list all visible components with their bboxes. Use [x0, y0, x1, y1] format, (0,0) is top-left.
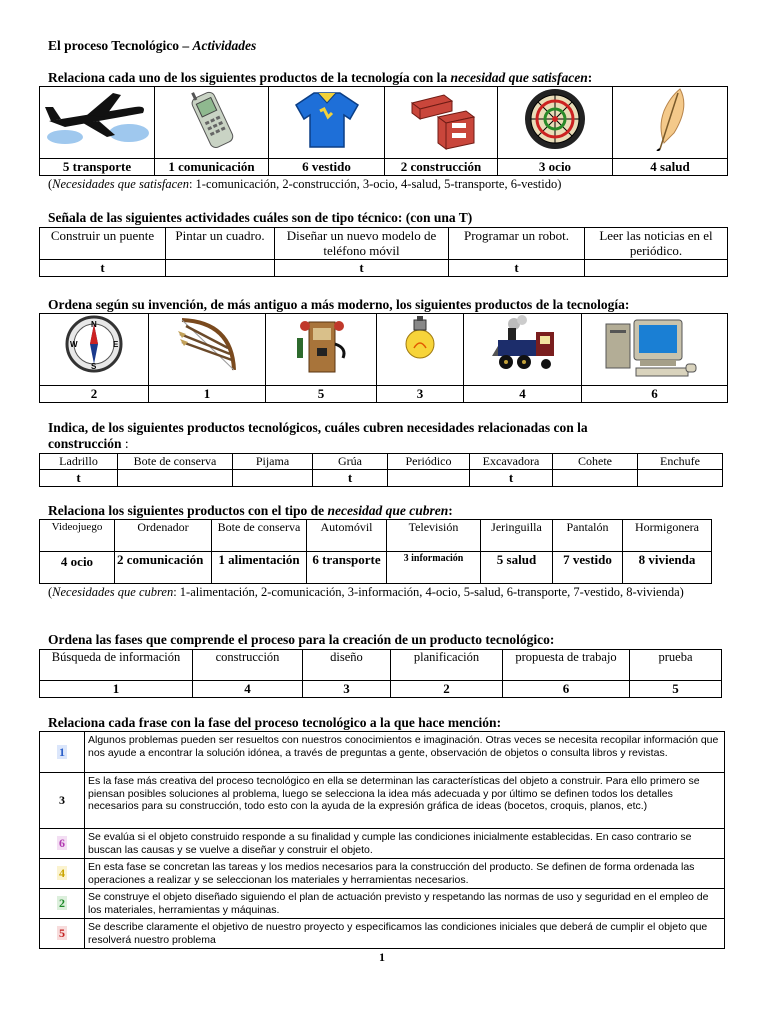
phase-label: diseño	[303, 650, 391, 681]
answer-cell: 1 alimentación	[212, 552, 307, 584]
product-label: Bote de conserva	[212, 520, 307, 552]
answer-cell: 2	[40, 386, 149, 403]
phase-sentence: Se construye el objeto diseñado siguiendo el plan de actuación previsto y respetando las normas de uso y seguridad en el empleo de los materiales, herramientas y máquinas.	[85, 889, 725, 919]
bricks-icon	[404, 87, 478, 151]
answer-cell: 3 ocio	[498, 159, 613, 176]
product-label: Videojuego	[40, 520, 115, 552]
phase-label: Búsqueda de información	[40, 650, 193, 681]
section7-table	[39, 731, 725, 949]
computer-icon	[600, 314, 710, 378]
section1-table	[39, 86, 728, 176]
answer-cell: 2 comunicación	[115, 552, 212, 584]
activity-label: Construir un puente	[40, 228, 166, 260]
section2-heading: Señala de las siguientes actividades cuáles son de tipo técnico: (con una T)	[48, 210, 473, 225]
section3-heading: Ordena según su invención, de más antiguo a más moderno, los siguientes productos de la tecnología:	[48, 297, 630, 312]
answer-cell	[585, 260, 728, 277]
product-label: Ordenador	[115, 520, 212, 552]
product-label: Hormigonera	[623, 520, 712, 552]
answer-cell: 4	[193, 681, 303, 698]
mobile-phone-cell	[155, 87, 269, 159]
answer-cell: 2	[391, 681, 503, 698]
section2-table	[39, 227, 728, 277]
phase-number: 6	[40, 829, 85, 859]
product-label: Ladrillo	[40, 454, 118, 470]
product-label: Bote de conserva	[118, 454, 233, 470]
product-label: Televisión	[387, 520, 481, 552]
answer-cell: t	[40, 470, 118, 487]
answer-cell	[638, 470, 723, 487]
phase-label: propuesta de trabajo	[503, 650, 630, 681]
answer-cell	[233, 470, 313, 487]
section5-table	[39, 519, 712, 584]
old-telephone-icon	[289, 314, 353, 376]
answer-cell: 4	[464, 386, 582, 403]
answer-cell: 6	[582, 386, 728, 403]
answer-cell: 2 construcción	[385, 159, 498, 176]
svg-text:N: N	[91, 320, 97, 329]
phase-number: 4	[40, 859, 85, 889]
section1-heading: Relaciona cada uno de los siguientes productos de la tecnología con la necesidad que satisfacen:	[48, 70, 593, 85]
svg-text:S: S	[91, 362, 97, 371]
phase-sentence: Se describe claramente el objetivo de nuestro proyecto y especificamos las condiciones iniciales que deberá de cumplir el objeto que resolverá nuestro problema	[85, 919, 725, 949]
answer-cell: 3	[377, 386, 464, 403]
bricks-cell	[385, 87, 498, 159]
section4-heading: Indica, de los siguientes productos tecnológicos, cuáles cubren necesidades relacionadas con la construcción :	[48, 420, 588, 451]
activity-label: Leer las noticias en el periódico.	[585, 228, 728, 260]
product-label: Grúa	[313, 454, 388, 470]
section6-heading: Ordena las fases que comprende el proceso para la creación de un producto tecnológico:	[48, 632, 555, 647]
dartboard-icon	[523, 87, 587, 151]
phase-label: construcción	[193, 650, 303, 681]
section7-heading: Relaciona cada frase con la fase del proceso tecnológico a la que hace mención:	[48, 715, 502, 730]
activity-label: Diseñar un nuevo modelo de teléfono móvil	[275, 228, 449, 260]
shirt-icon	[292, 87, 362, 151]
product-label: Excavadora	[470, 454, 553, 470]
phase-sentence: Algunos problemas pueden ser resueltos con nuestros conocimientos e imaginación. Otras veces se necesita recopilar información que nos ayude a encontrar la solución idónea, a través de preguntas a gente, observación de objetos o consulta libros y revistas.	[85, 732, 725, 773]
compass-icon	[64, 314, 124, 374]
steam-locomotive-icon	[484, 314, 562, 376]
section5-heading: Relaciona los siguientes productos con el tipo de necesidad que cubren:	[48, 503, 453, 518]
feather-icon	[650, 87, 690, 151]
answer-cell	[118, 470, 233, 487]
svg-text:W: W	[70, 340, 78, 349]
activity-label: Pintar un cuadro.	[166, 228, 275, 260]
product-label: Jeringuilla	[481, 520, 553, 552]
shirt-cell	[269, 87, 385, 159]
page-number: 1	[379, 950, 385, 964]
answer-cell: 4 salud	[613, 159, 728, 176]
section1-note: (Necesidades que satisfacen: 1-comunicación, 2-construcción, 3-ocio, 4-salud, 5-transporte, 6-vestido)	[48, 177, 562, 191]
activity-label: Programar un robot.	[449, 228, 585, 260]
answer-cell: 5	[266, 386, 377, 403]
answer-cell: 5	[630, 681, 722, 698]
answer-cell: 8 vivienda	[623, 552, 712, 584]
phase-label: planificación	[391, 650, 503, 681]
answer-cell: t	[449, 260, 585, 277]
phase-number: 1	[40, 732, 85, 773]
airplane-icon	[43, 87, 151, 147]
answer-cell: 6	[503, 681, 630, 698]
answer-cell: 7 vestido	[553, 552, 623, 584]
light-bulb-icon	[400, 314, 440, 376]
feather-cell	[613, 87, 728, 159]
phase-sentence: Es la fase más creativa del proceso tecnológico en ella se determinan las características del objeto a construir. Para ello primero se piensan posibles soluciones al problema, luego se selecciona la idea más adecuada y por último se definen todos los detalles necesarios para su construcción, todo esto con la ayuda de la expresión gráfica de ideas (bocetos, croquis, planos, etc.)	[85, 773, 725, 829]
section3-table	[39, 313, 728, 403]
answer-cell: 1	[149, 386, 266, 403]
phase-number: 5	[40, 919, 85, 949]
answer-cell: 1	[40, 681, 193, 698]
product-label: Pantalón	[553, 520, 623, 552]
phase-number: 3	[40, 773, 85, 829]
product-label: Pijama	[233, 454, 313, 470]
answer-cell: 6 vestido	[269, 159, 385, 176]
answer-cell: 5 transporte	[40, 159, 155, 176]
mobile-phone-icon	[182, 87, 242, 151]
answer-cell: 3	[303, 681, 391, 698]
answer-cell: t	[275, 260, 449, 277]
answer-cell: t	[313, 470, 388, 487]
airplane-cell	[40, 87, 155, 159]
phase-sentence: Se evalúa si el objeto construido responde a su finalidad y cumple las condiciones inicialmente establecidas. En caso contrario se buscan las causas y se vuelve a diseñar y construir el objeto.	[85, 829, 725, 859]
answer-cell	[388, 470, 470, 487]
phase-label: prueba	[630, 650, 722, 681]
dartboard-cell	[498, 87, 613, 159]
answer-cell: 4 ocio	[40, 552, 115, 584]
page-title: El proceso Tecnológico – Actividades	[48, 38, 257, 53]
product-label: Cohete	[553, 454, 638, 470]
answer-cell	[166, 260, 275, 277]
answer-cell	[553, 470, 638, 487]
answer-cell: t	[470, 470, 553, 487]
answer-cell: t	[40, 260, 166, 277]
svg-text:E: E	[113, 340, 119, 349]
answer-cell: 3 información	[387, 552, 481, 584]
product-label: Enchufe	[638, 454, 723, 470]
answer-cell: 5 salud	[481, 552, 553, 584]
product-label: Automóvil	[307, 520, 387, 552]
phase-number: 2	[40, 889, 85, 919]
product-label: Periódico	[388, 454, 470, 470]
section5-note: (Necesidades que cubren: 1-alimentación, 2-comunicación, 3-información, 4-ocio, 5-salud, 6-transporte, 7-vestido, 8-vivienda)	[48, 585, 684, 599]
answer-cell: 6 transporte	[307, 552, 387, 584]
answer-cell: 1 comunicación	[155, 159, 269, 176]
section6-table	[39, 649, 722, 698]
phase-sentence: En esta fase se concretan las tareas y los medios necesarios para la construcción del producto. Se definen de forma ordenada las operaciones a realizar y se seleccionan los materiales y herramientas necesarios.	[85, 859, 725, 889]
bow-and-arrow-icon	[172, 314, 242, 376]
section4-table	[39, 453, 723, 487]
